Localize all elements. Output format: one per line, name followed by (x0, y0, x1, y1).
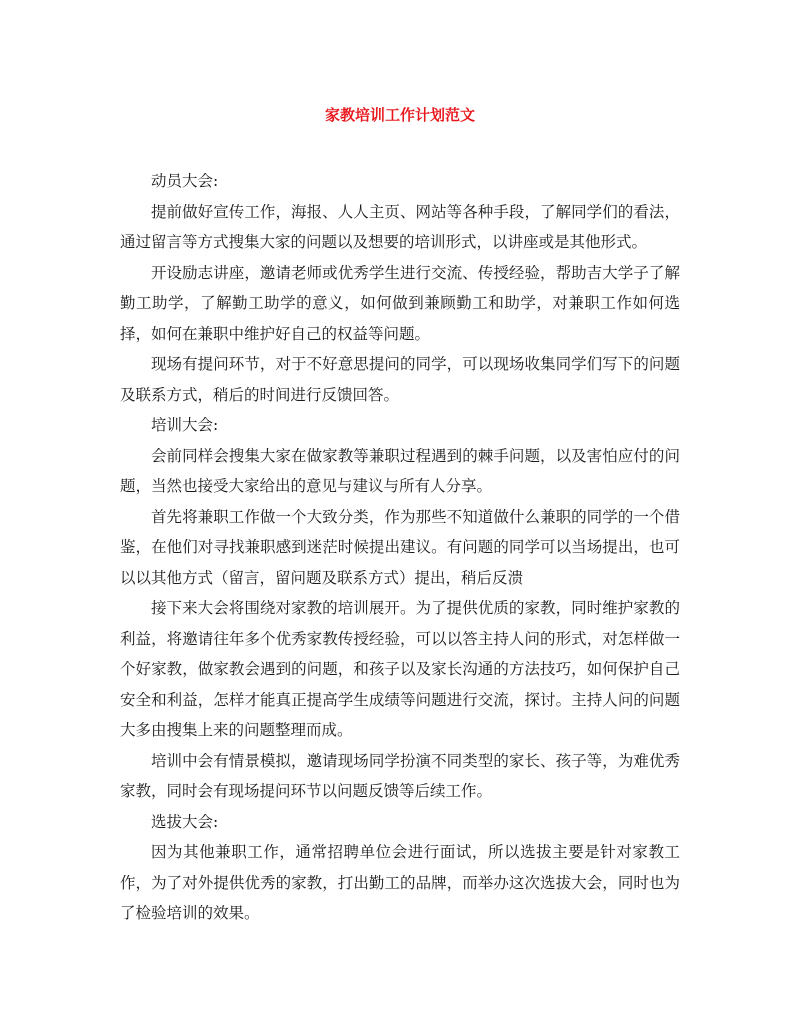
paragraph-heading-training: 培训大会: (151, 416, 219, 434)
paragraph: 培训中会有情景模拟，邀请现场同学扮演不同类型的家长、孩子等，为难优秀家教，同时会有现场提问环节以问题反馈等后续工作。 (120, 751, 680, 800)
paragraph: 现场有提问环节，对于不好意思提问的同学，可以现场收集同学们写下的问题及联系方式，稍后的时间进行反馈回答。 (120, 355, 680, 404)
paragraph: 因为其他兼职工作，通常招聘单位会进行面试，所以选拔主要是针对家教工作，为了对外提供优秀的家教，打出勤工的品牌，而举办这次选拔大会，同时也为了检验培训的效果。 (120, 843, 680, 922)
paragraph-heading-mobilization: 动员大会: (151, 172, 219, 190)
paragraph: 提前做好宣传工作，海报、人人主页、网站等各种手段，了解同学们的看法，通过留言等方式搜集大家的问题以及想要的培训形式，以讲座或是其他形式。 (120, 202, 680, 251)
document-title: 家教培训工作计划范文 (324, 106, 475, 124)
paragraph: 首先将兼职工作做一个大致分类，作为那些不知道做什么兼职的同学的一个借鉴，在他们对寻找兼职感到迷茫时候提出建议。有问题的同学可以当场提出，也可以以其他方式（留言，留问题及联系方式）提出，稍后反溃 (120, 507, 680, 587)
paragraph: 接下来大会将围绕对家教的培训展开。为了提供优质的家教，同时维护家教的利益，将邀请往年多个优秀家教传授经验，可以以答主持人问的形式，对怎样做一个好家教，做家教会遇到的问题，和孩子以及家长沟通的方法技巧，如何保护自己安全和利益，怎样才能真正提高学生成绩等问题进行交流，探讨。主持人问的问题大多由搜集上来的问题整理而成。 (120, 599, 680, 739)
paragraph: 会前同样会搜集大家在做家教等兼职过程遇到的棘手问题，以及害怕应付的问题，当然也接受大家给出的意见与建议与所有人分享。 (120, 446, 680, 495)
paragraph: 开设励志讲座，邀请老师或优秀学生进行交流、传授经验，帮助吉大学子了解勤工助学，了解勤工助学的意义，如何做到兼顾勤工和助学，对兼职工作如何选择，如何在兼职中维护好自己的权益等问题。 (120, 263, 680, 343)
paragraph-heading-selection: 选拔大会: (151, 812, 219, 831)
document-body (120, 166, 680, 929)
